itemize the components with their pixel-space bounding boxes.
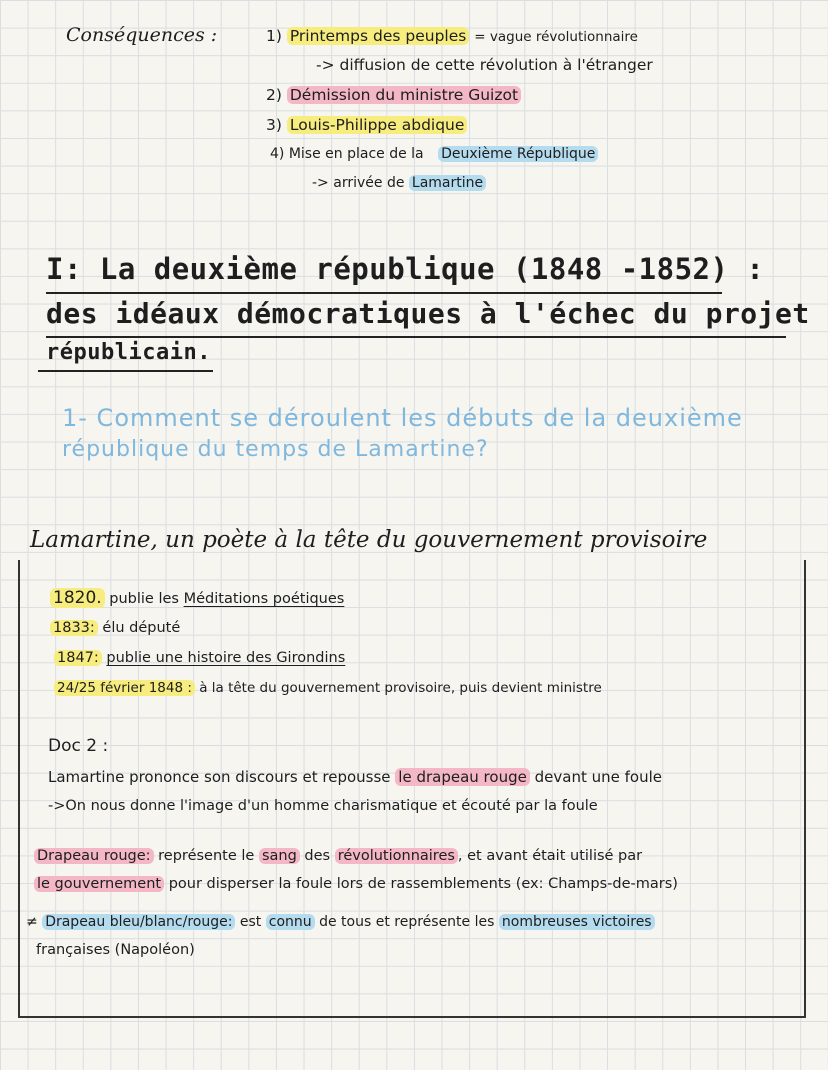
question-line-1: 1- Comment se déroulent les débuts de la deuxième [62,404,743,432]
question-line-2: république du temps de Lamartine? [62,437,489,462]
subtitle: Lamartine, un poète à la tête du gouvernement provisoire [30,527,708,553]
timeline-underlined: Méditations poétiques [183,591,345,607]
item-number: 2) [266,86,282,104]
highlight: sang [259,848,300,864]
item-text: Mise en place de la [288,146,424,162]
consequence-4-arrow [312,175,486,191]
timeline-text: à la tête du gouvernement provisoire, puis devient ministre [199,680,602,696]
text: représente le [158,848,255,864]
text: est [239,914,262,930]
doc-title: Doc 2 : [48,736,109,756]
heading-underline [38,370,213,372]
item-text: diffusion de cette révolution à l'étranger [339,56,653,74]
highlight: Printemps des peuples [287,27,469,45]
doc-text: devant une foule [534,768,662,786]
timeline-text: publie les [109,591,179,607]
drapeau-rouge-line-2 [34,876,678,892]
timeline-item [50,620,180,636]
text: de tous et représente les [319,914,495,930]
timeline-item [54,680,602,696]
consequences-title: Conséquences : [66,24,218,46]
highlight: Drapeau bleu/blanc/rouge: [42,914,235,930]
item-number: 3) [266,116,282,134]
highlight: le drapeau rouge [395,768,530,786]
text: des [304,848,331,864]
not-equal-icon: ≠ [26,914,38,930]
timeline-date: 1833: [50,620,98,636]
heading-underline [46,336,786,338]
highlight: Lamartine [409,175,486,191]
drapeau-tricolore-line-2: françaises (Napoléon) [36,942,195,958]
drapeau-tricolore-line-1 [26,914,655,930]
section-heading-line-1: I: La deuxième république (1848 -1852) : [46,252,765,286]
consequence-4 [270,146,598,162]
arrow-icon: -> [316,56,335,74]
section-heading-line-3: républicain. [46,340,211,365]
highlight: connu [266,914,315,930]
highlight: le gouvernement [34,876,164,892]
doc-line-2: ->On nous donne l'image d'un homme charismatique et écouté par la foule [48,798,598,814]
highlight: Deuxième République [438,146,598,162]
item-number: 4) [270,146,285,162]
consequence-3 [266,116,467,134]
timeline-text: élu député [102,620,181,636]
highlight: Drapeau rouge: [34,848,154,864]
item-text: arrivée de [333,175,405,191]
consequence-1 [266,27,638,45]
timeline-text: publie une histoire des Girondins [106,650,346,666]
doc-text: Lamartine prononce son discours et repousse [48,768,391,786]
text: pour disperser la foule lors de rassemblements (ex: Champs-de-mars) [168,876,678,892]
section-heading-line-2: des idéaux démocratiques à l'échec du projet [46,297,810,330]
consequence-2 [266,86,521,104]
highlight: révolutionnaires [335,848,458,864]
heading-underline [46,292,722,294]
highlight: Louis-Philippe abdique [287,116,468,134]
timeline-date: 1847: [54,650,102,666]
timeline-date: 24/25 février 1848 : [54,680,195,696]
timeline-item [54,650,345,666]
drapeau-rouge-line-1 [34,848,642,864]
doc-line-1 [48,768,662,786]
highlight: Démission du ministre Guizot [287,86,521,104]
item-text: = vague révolutionnaire [474,29,638,45]
timeline-item [50,588,344,608]
arrow-icon: -> [312,175,329,191]
consequence-1-arrow [316,56,653,74]
text: , et avant était utilisé par [457,848,643,864]
timeline-date: 1820. [50,588,105,608]
item-number: 1) [266,27,282,45]
highlight: nombreuses victoires [499,914,655,930]
